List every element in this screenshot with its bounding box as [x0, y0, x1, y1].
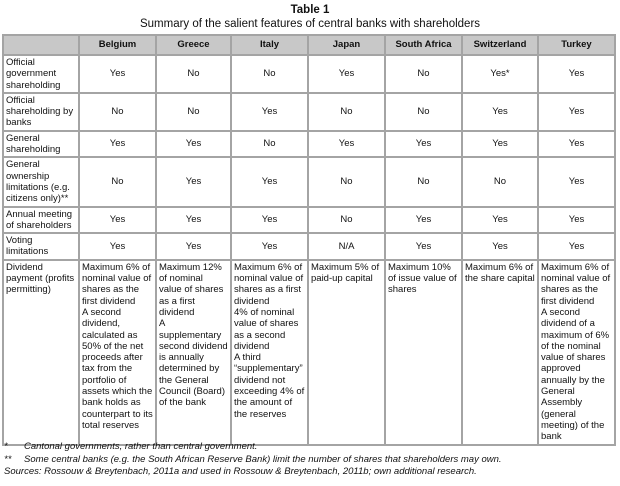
table-row	[3, 233, 615, 260]
table-cell: No	[79, 157, 156, 206]
table-cell: Yes	[156, 207, 231, 234]
table-cell: Yes	[538, 55, 615, 93]
table-row	[3, 207, 615, 234]
dividend-line: Maximum 12% of nominal value of shares as a first dividend	[159, 261, 224, 318]
dividend-row	[3, 260, 615, 445]
column-header-belgium: Belgium	[79, 35, 156, 55]
table-cell: Yes	[462, 131, 538, 158]
table-cell: Yes	[231, 157, 308, 206]
table-row	[3, 93, 615, 131]
dividend-line: Maximum 10% of issue value of shares	[388, 261, 457, 296]
row-header: Annual meeting of shareholders	[3, 207, 79, 234]
table-notes	[4, 441, 620, 479]
table-cell: Yes	[462, 207, 538, 234]
table-cell: No	[385, 55, 462, 93]
table-cell: Yes	[156, 233, 231, 260]
table-row	[3, 131, 615, 158]
header-row	[3, 35, 615, 55]
column-header-japan: Japan	[308, 35, 385, 55]
table-cell: No	[385, 93, 462, 131]
dividend-line: Maximum 6% of nominal value of shares as a first dividend	[234, 261, 304, 307]
dividend-line: Maximum 6% of the share capital	[465, 261, 535, 285]
dividend-cell-south-africa	[385, 260, 462, 445]
dividend-line: A third “supplementary” dividend not exceeding 4% of the amount of the reserves	[234, 352, 305, 420]
dividend-cell-switzerland	[462, 260, 538, 445]
table-row	[3, 55, 615, 93]
footnote-mark: **	[4, 453, 12, 465]
table-cell: Yes	[79, 131, 156, 158]
footnote-double-asterisk	[4, 454, 620, 467]
table-cell: Yes	[79, 55, 156, 93]
column-header-switzerland: Switzerland	[462, 35, 538, 55]
table-cell: Yes	[538, 207, 615, 234]
table-cell: No	[231, 55, 308, 93]
dividend-line: Maximum 6% of nominal value of shares as the first dividend	[541, 261, 611, 307]
footnote-text: Cantonal governments, rather than central government.	[24, 441, 258, 452]
dividend-line: A supplementary second dividend is annually determined by the General Council (Board) of the bank	[159, 318, 228, 409]
table-cell: No	[156, 93, 231, 131]
dividend-cell-greece	[156, 260, 231, 445]
dividend-line: 4% of nominal value of shares as a second dividend	[234, 306, 299, 352]
dividend-line: Maximum 6% of nominal value of shares as the first dividend	[82, 261, 152, 307]
table-cell: Yes	[385, 131, 462, 158]
table-cell: Yes	[231, 93, 308, 131]
table-cell: Yes	[385, 207, 462, 234]
table-cell: No	[308, 93, 385, 131]
features-table	[2, 34, 616, 446]
table-cell: No	[231, 131, 308, 158]
table-cell: No	[79, 93, 156, 131]
table-cell: Yes	[231, 207, 308, 234]
dividend-line: A second dividend, calculated as 50% of the net proceeds after tax from the portfolio of assets which the bank holds as counterpart to its total reserves	[82, 306, 153, 431]
table-row	[3, 157, 615, 206]
table-cell: Yes	[156, 157, 231, 206]
dividend-cell-turkey	[538, 260, 615, 445]
table-cell: Yes*	[462, 55, 538, 93]
table-cell: Yes	[462, 233, 538, 260]
column-header-turkey: Turkey	[538, 35, 615, 55]
table-label: Table 1	[290, 4, 330, 16]
dividend-cell-belgium	[79, 260, 156, 445]
table-cell: Yes	[462, 93, 538, 131]
table-cell: Yes	[385, 233, 462, 260]
table-cell: Yes	[538, 93, 615, 131]
footnote-text: Some central banks (e.g. the South African Reserve Bank) limit the number of shares that shareholders may own.	[24, 453, 502, 465]
row-header: Dividend payment (profits permitting)	[3, 260, 79, 445]
table-cell: Yes	[308, 131, 385, 158]
sources-line: Sources: Rossouw & Breytenbach, 2011a and used in Rossouw & Breytenbach, 2011b; own additional research.	[4, 466, 477, 477]
table-cell: Yes	[156, 131, 231, 158]
table-cell: Yes	[538, 233, 615, 260]
table-cell: Yes	[79, 207, 156, 234]
table-caption: Summary of the salient features of central banks with shareholders	[139, 18, 481, 30]
table-cell: No	[385, 157, 462, 206]
table-cell: N/A	[308, 233, 385, 260]
row-header: General shareholding	[3, 131, 79, 158]
row-header: Official government shareholding	[3, 55, 79, 93]
column-header-blank	[3, 35, 79, 55]
table-cell: No	[462, 157, 538, 206]
table-cell: No	[308, 207, 385, 234]
row-header: Voting limitations	[3, 233, 79, 260]
row-header: General ownership limitations (e.g. citizens only)**	[3, 157, 79, 206]
dividend-cell-italy	[231, 260, 308, 445]
table-cell: Yes	[538, 131, 615, 158]
table-cell: Yes	[79, 233, 156, 260]
column-header-greece: Greece	[156, 35, 231, 55]
dividend-line: A second dividend of a maximum of 6% of the nominal value of shares approved annually by the General Assembly (general meeting) of the bank	[541, 306, 610, 443]
dividend-line: Maximum 5% of paid-up capital	[311, 261, 380, 285]
column-header-italy: Italy	[231, 35, 308, 55]
footnote-single-asterisk	[4, 441, 620, 454]
table-cell: Yes	[231, 233, 308, 260]
table-cell: Yes	[308, 55, 385, 93]
table-cell: Yes	[538, 157, 615, 206]
row-header: Official shareholding by banks	[3, 93, 79, 131]
column-header-south-africa: South Africa	[385, 35, 462, 55]
table-cell: No	[156, 55, 231, 93]
table-cell: No	[308, 157, 385, 206]
footnote-mark: *	[4, 441, 8, 452]
dividend-cell-japan	[308, 260, 385, 445]
